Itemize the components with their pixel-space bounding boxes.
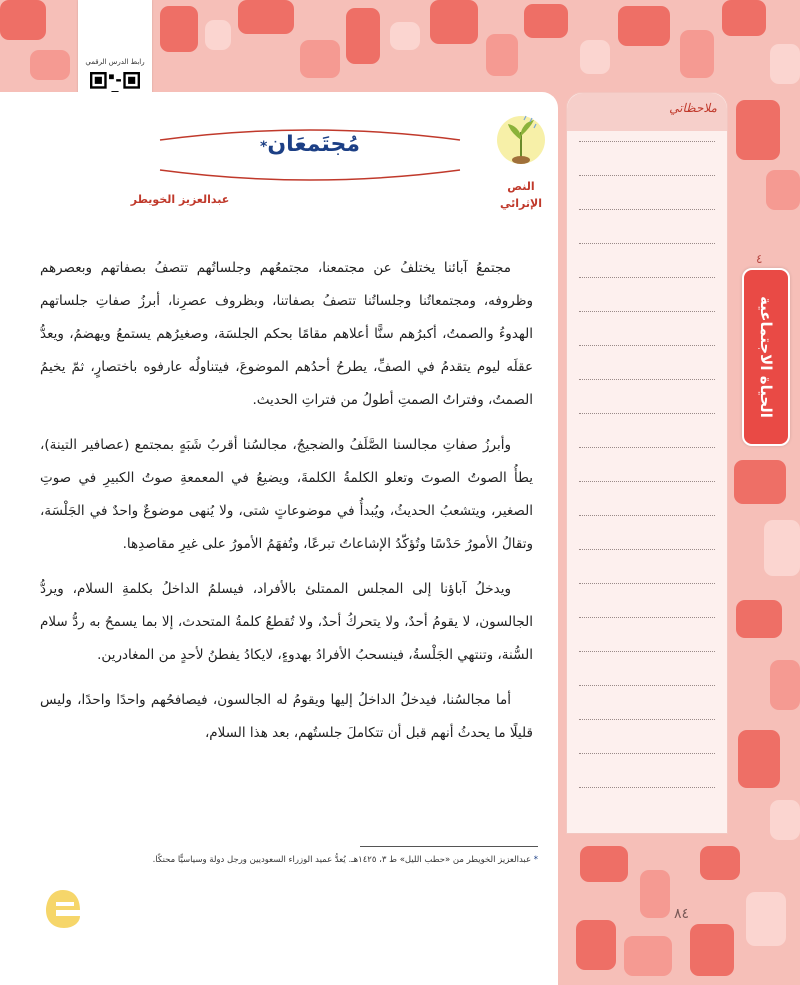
paragraph: ويدخلُ آباؤنا إلى المجلس الممتلئ بالأفراد، فيسلمُ الداخلُ بكلمةِ السلام، ويردُّ الجالسون، لا يقومُ أحدٌ، ولا يتحركُ أحدٌ، ولا تُقطعُ كلمةُ المتحدث، إلا بما يسمحُ به ردُّ سلام السُّنة، وتنتهي الجَلْسةُ، فينسحبُ الأفرادُ بهدوءٍ، لايكادُ يفطنُ لأحدٍ من المغادرين. bbox=[40, 581, 533, 663]
note-line[interactable] bbox=[579, 787, 715, 788]
footnote bbox=[110, 855, 538, 865]
paragraph: وأبرزُ صفاتِ مجالسنا الصَّلَفُ والضجيجُ، مجالسُنا أقربُ شَبَهٍ بمجتمع (عصافير التينة)، يطأُ الصوتُ الصوتَ وتعلو الكلمةُ الكلمةَ، ويضيعُ في المعمعةِ صوتُ الكبيرِ في صوتِ الصغير، ويتشعبُ الحديثُ، ويُبدأُ في موضوعاتٍ شتى، ولا يُنهى موضوعٌ واحدٌ في الجَلْسَة، وتقالُ الأمورُ حَدْسًا وتُؤكّدُ الإشاعاتُ تبرعًا، وتُفهَمُ الأمورُ على غيرِ مقاصدِها. bbox=[40, 437, 533, 552]
note-line[interactable] bbox=[579, 209, 715, 210]
plant-icon bbox=[496, 110, 546, 168]
section-label: النص الإثرائي bbox=[500, 180, 542, 210]
note-line[interactable] bbox=[579, 719, 715, 720]
note-line[interactable] bbox=[579, 175, 715, 176]
unit-tab-label: الحياة الاجتماعية bbox=[757, 296, 775, 418]
note-line[interactable] bbox=[579, 549, 715, 550]
title-frame bbox=[150, 124, 470, 184]
note-line[interactable] bbox=[579, 617, 715, 618]
note-line[interactable] bbox=[579, 379, 715, 380]
title-footnote-marker: * bbox=[260, 139, 268, 155]
note-line[interactable] bbox=[579, 515, 715, 516]
note-line[interactable] bbox=[579, 413, 715, 414]
unit-number: ٤ bbox=[756, 252, 763, 266]
notes-title: ملاحظاتي bbox=[669, 101, 717, 115]
note-line[interactable] bbox=[579, 345, 715, 346]
notes-header bbox=[567, 93, 727, 131]
qr-title: رابط الدرس الرقمي bbox=[85, 58, 145, 66]
footnote-divider bbox=[360, 846, 538, 847]
unit-tab[interactable] bbox=[742, 268, 790, 446]
ien-logo-icon bbox=[42, 886, 84, 932]
note-line[interactable] bbox=[579, 481, 715, 482]
note-line[interactable] bbox=[579, 141, 715, 142]
author-name: عبدالعزيز الخويطر bbox=[130, 193, 230, 206]
note-line[interactable] bbox=[579, 753, 715, 754]
note-line[interactable] bbox=[579, 277, 715, 278]
paragraph: مجتمعُ آبائنا يختلفُ عن مجتمعنا، مجتمعُهم وجلساتُهم تتصفُ بصفاتهم وبعصرهم وظروفه، ومجتمعاتُنا وجلساتُنا تتصفُ بصفاتنا، وبظروف عصرِنا، أبرزُ صفاتِ جلساتهم الهدوءُ والصمتُ، أكبرُهم سنًّا أعلاهم مقامًا بحكم الجلسَة، وصغيرُهم يستمعُ ويهضمُ، ويعدُّ عقلَه ليوم يتقدمُ في الصفِّ، يطرحُ أحدُهم الموضوعَ، فيتناولُه عارفوه باختصارٍ، ثمّ يخيمُ الصمتُ، وفتراتُ الصمتِ أطولُ من فتراتِ الحديث. bbox=[40, 260, 533, 408]
page-number: ٨٤ bbox=[674, 906, 690, 922]
note-line[interactable] bbox=[579, 311, 715, 312]
page-title: مُجتَمعَان* bbox=[260, 132, 360, 157]
paragraph: أما مجالسُنا، فيدخلُ الداخلُ إليها ويقومُ له الجالسون، فيصافحُهم واحدًا واحدًا، وليس قليلًا ما يحدثُ أنهم قبل أن تتكاملَ جلستُهم، بعد هذا السلام، bbox=[40, 692, 533, 741]
footnote-marker: * bbox=[533, 855, 538, 865]
article-body bbox=[40, 252, 533, 762]
footnote-text: عبدالعزيز الخويطر من «حطب الليل» ط ٣، ١٤٢٥هـ. يُعدُّ عميد الوزراء السعوديين ورجل دولة وسياسيًّا محنكًا. bbox=[152, 855, 532, 865]
note-line[interactable] bbox=[579, 651, 715, 652]
notes-panel[interactable] bbox=[566, 92, 728, 834]
note-line[interactable] bbox=[579, 447, 715, 448]
note-line[interactable] bbox=[579, 243, 715, 244]
note-line[interactable] bbox=[579, 685, 715, 686]
note-line[interactable] bbox=[579, 583, 715, 584]
